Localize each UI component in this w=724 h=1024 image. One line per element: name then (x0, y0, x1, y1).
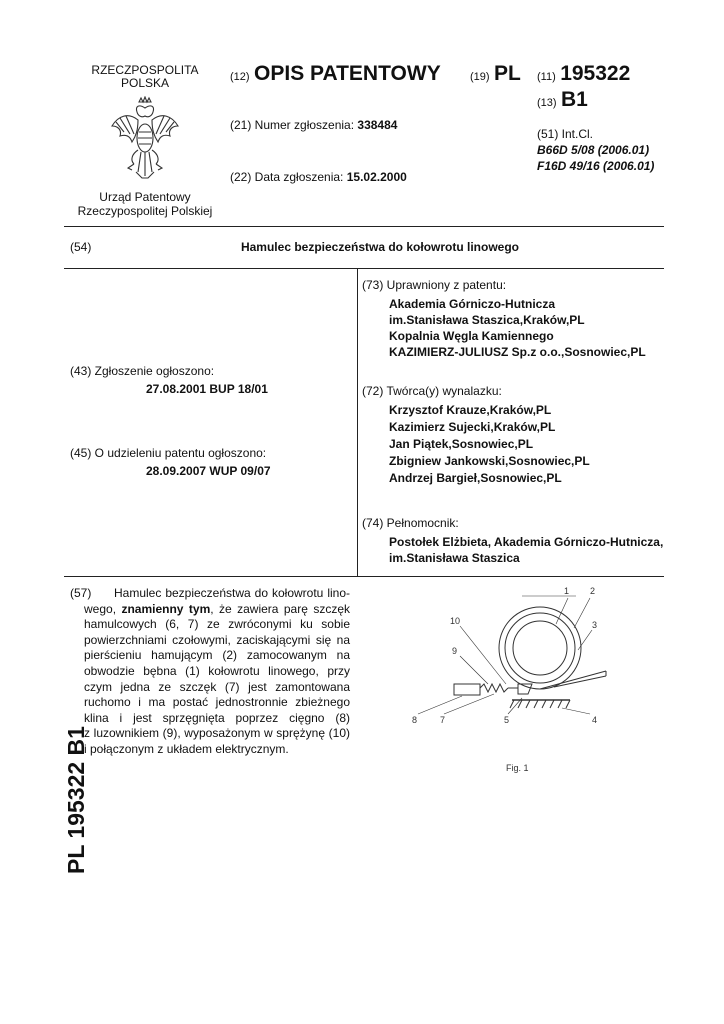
figure-label-4: 4 (592, 715, 598, 725)
country-name (76, 64, 214, 90)
holder-line-4: KAZIMIERZ-JULIUSZ Sp.z o.o.,Sosnowiec,PL (389, 345, 646, 359)
doc-type (230, 62, 441, 86)
leader-9 (460, 656, 488, 684)
application-number-label: (21) Numer zgłoszenia: (230, 118, 355, 132)
patent-office-name (72, 190, 218, 218)
abstract-line: i połączonym z układem elektrycznym. (84, 741, 289, 756)
leader-7 (444, 694, 494, 714)
title-code: (54) (70, 240, 92, 254)
drum-ring-circle (505, 613, 575, 683)
abstract-line: klina i jest sprzęgnięta poprzez cięgno (8) (84, 710, 350, 725)
abstract-line: hamulcowych (6, 7) ze zwróconymi ku sobie (84, 617, 350, 632)
country-line-2: POLSKA (120, 76, 170, 90)
figure-label-2: 2 (590, 586, 596, 596)
figure-label-5: 5 (504, 715, 510, 725)
leader-4 (562, 708, 590, 714)
release-unit (454, 684, 480, 695)
abstract-line-tail: , że zawiera parę szczęk (210, 601, 350, 616)
polish-eagle-emblem (108, 96, 182, 182)
rope-upper (540, 671, 606, 689)
office-line-2: Rzeczypospolitej Polskiej (77, 204, 213, 218)
figure-label-10: 10 (450, 616, 461, 626)
rule-abstract-top (64, 576, 664, 577)
side-stamp: PL 195322 B1 (63, 726, 89, 874)
office-line-1: Urząd Patentowy (99, 190, 191, 204)
leader-2 (574, 598, 590, 628)
int-cl-label: (51) Int.Cl. (537, 127, 594, 141)
column-divider (357, 268, 358, 576)
patent-figure (404, 584, 628, 780)
figure-label-3: 3 (592, 620, 598, 630)
attorney-line-1: Postołek Elżbieta, Akademia Górniczo-Hutnicza, (389, 535, 664, 549)
kind-value: B1 (561, 88, 588, 111)
filing-date-label: (22) Data zgłoszenia: (230, 170, 344, 184)
abstract-bold-phrase: znamienny tym (121, 601, 211, 616)
holder-line-3: Kopalnia Węgla Kamiennego (389, 329, 554, 343)
doc-type-code: (12) (230, 71, 250, 83)
holder-line-2: im.Stanisława Staszica,Kraków,PL (389, 313, 585, 327)
abstract-line: ruchomo i ma postać jednostronnie zbieżnego (84, 695, 350, 710)
drum-inner-circle (513, 621, 567, 675)
abstract-text (84, 586, 350, 758)
holder-label: (73) Uprawniony z patentu: (362, 278, 507, 292)
figure-label-9: 9 (452, 646, 458, 656)
country-code (470, 62, 521, 86)
inventor-4: Zbigniew Jankowski,Sosnowiec,PL (389, 454, 590, 468)
announce-value: 27.08.2001 BUP 18/01 (146, 382, 268, 396)
abstract-line: Hamulec bezpieczeństwa do kołowrotu lino- (114, 586, 350, 600)
holder-list (389, 296, 646, 360)
abstract-line-start: wego, (84, 601, 117, 616)
patent-number-value: 195322 (560, 62, 631, 85)
kind-code (537, 88, 588, 112)
announce-label: (43) Zgłoszenie ogłoszono: (70, 364, 215, 378)
filing-date (230, 170, 407, 184)
attorney-line-2: im.Stanisława Staszica (389, 551, 520, 565)
application-number (230, 118, 397, 132)
abstract-line: z luzownikiem (9), wyposażonym w sprężynę (10) (84, 726, 350, 741)
rule-top (64, 226, 664, 227)
int-cl (537, 126, 654, 174)
figure-label-7: 7 (440, 715, 446, 725)
inventors-label: (72) Twórca(y) wynalazku: (362, 384, 502, 398)
inventor-3: Jan Piątek,Sosnowiec,PL (389, 437, 534, 451)
abstract-line (84, 602, 350, 618)
figure-label-1: 1 (564, 586, 570, 596)
filing-date-value: 15.02.2000 (346, 170, 407, 184)
spring (480, 684, 508, 692)
patent-number (537, 62, 630, 86)
grant-label: (45) O udzieleniu patentu ogłoszono: (70, 446, 267, 460)
abstract-line: czym jedna ze szczęk (7) jest zamontowana (84, 679, 350, 694)
figure-caption: Fig. 1 (506, 763, 529, 773)
abstract-code: (57) (70, 586, 92, 600)
holder-line-1: Akademia Górniczo-Hutnicza (389, 297, 556, 311)
rule-title-bottom (64, 268, 664, 269)
patent-title: Hamulec bezpieczeństwa do kołowrotu linowego (240, 240, 520, 254)
abstract-line: powierzchniami czołowymi, zaciskającymi się na (84, 632, 350, 647)
figure-label-8: 8 (412, 715, 418, 725)
inventor-5: Andrzej Bargieł,Sosnowiec,PL (389, 471, 562, 485)
doc-type-title: OPIS PATENTOWY (254, 62, 441, 85)
country-code-label: (19) (470, 71, 490, 83)
country-line-1: RZECZPOSPOLITA (91, 63, 199, 77)
leader-8 (418, 696, 462, 714)
inventor-2: Kazimierz Sujecki,Kraków,PL (389, 420, 556, 434)
kind-label: (13) (537, 97, 557, 109)
brake-shoe (518, 684, 532, 694)
int-cl-code-2: F16D 49/16 (2006.01) (537, 159, 655, 173)
attorney-label: (74) Pełnomocnik: (362, 516, 459, 530)
abstract-line: obwodzie bębna (1) kołowrotu linowego, przy (84, 663, 350, 678)
application-number-value: 338484 (357, 118, 398, 132)
grant-value: 28.09.2007 WUP 09/07 (146, 464, 271, 478)
inventor-list (389, 402, 590, 487)
patent-number-label: (11) (537, 71, 556, 83)
abstract-line: pierścieniu hamującym (2) zamocowanym na (84, 648, 350, 663)
attorney (389, 534, 663, 566)
country-code-value: PL (494, 62, 521, 85)
drum-outer-circle (499, 607, 581, 689)
inventor-1: Krzysztof Krauze,Kraków,PL (389, 403, 552, 417)
int-cl-code-1: B66D 5/08 (2006.01) (537, 143, 650, 157)
